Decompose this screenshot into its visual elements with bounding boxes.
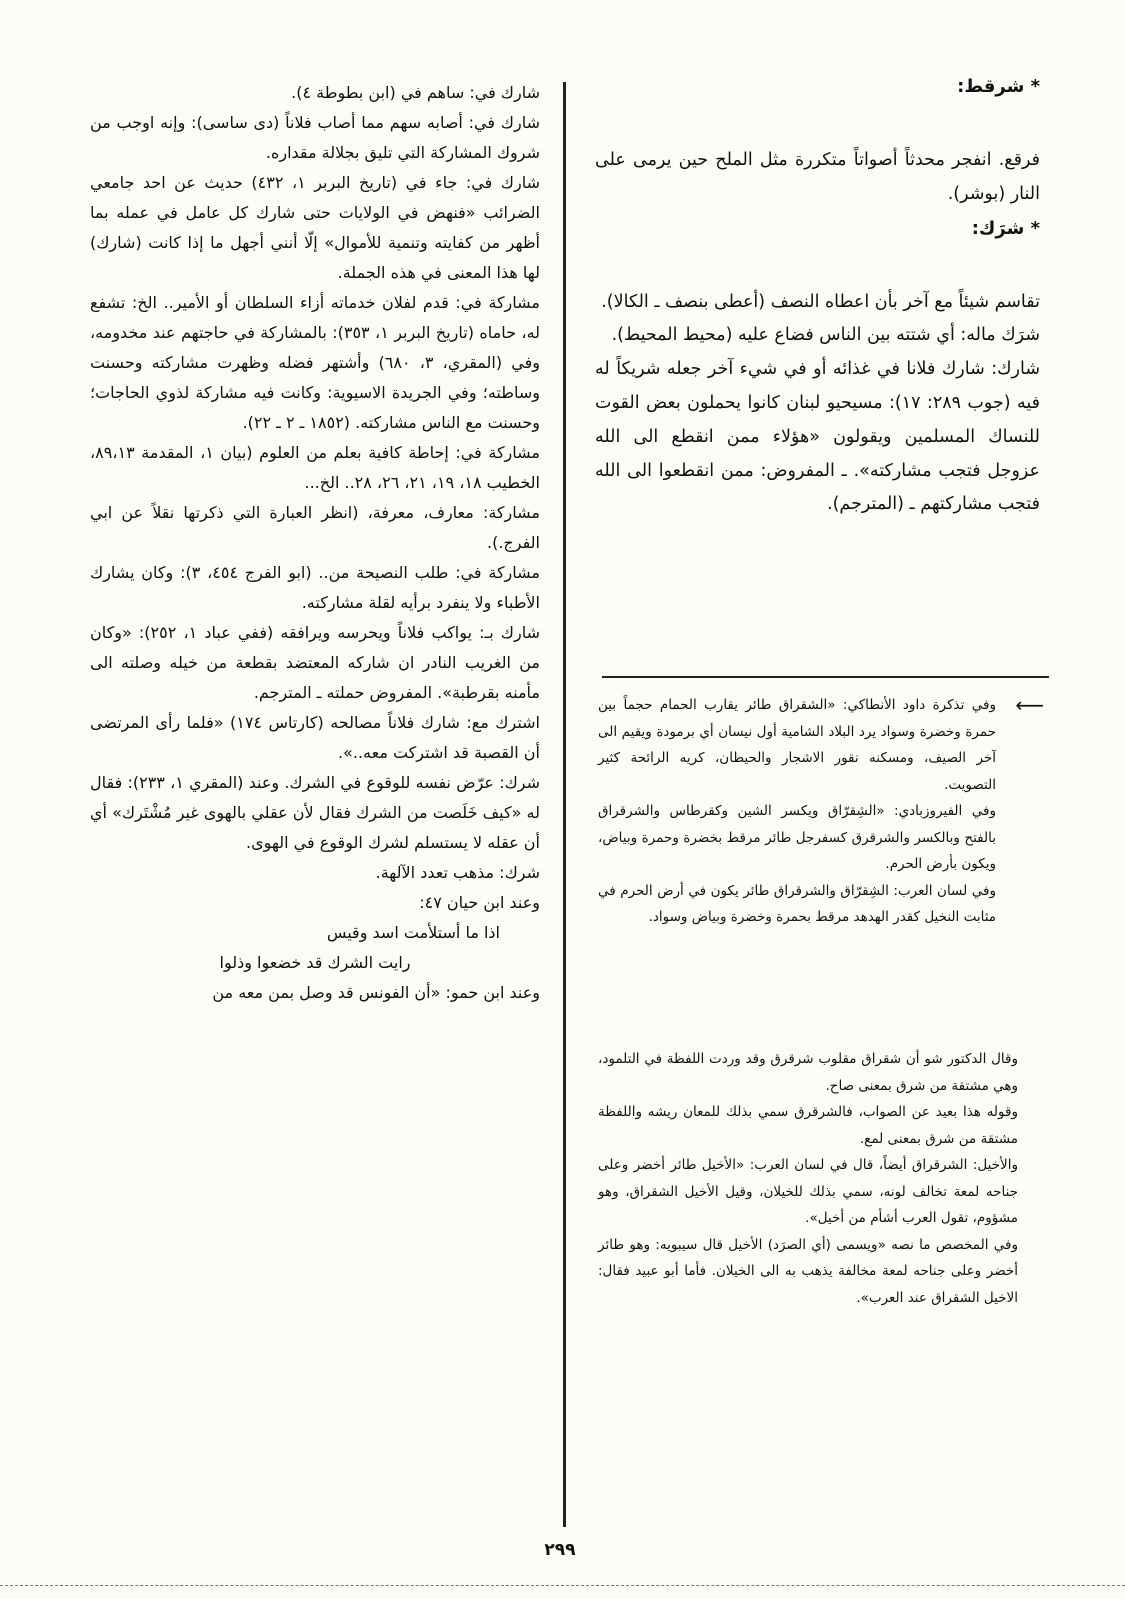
left-column (90, 78, 540, 1008)
entry-heading-sharqat: * شرقط: (957, 76, 1040, 97)
footnote-paragraph: وقال الدكتور شو أن شقراق مقلوب شرقرق وقد وردت اللفظة في التلمود، وهي مشتقة من شرق بمعنى صاح. (598, 1051, 1018, 1094)
paragraph: اشترك مع: شارك فلاناً مصالحه (كارتاس ١٧٤) «فلما رأى المرتضى أن القصبة قد اشتركت معه..». (90, 713, 541, 762)
paragraph: شارك بـ: يواكب فلاناً ويحرسه ويرافقه (ففي عباد ١، ٢٥٢): «وكان من الغريب النادر ان شاركه المعتضد بقطعة من خيله وصلته الى مأمنه بقرطبة». المفروض حملته ـ المترجم. (90, 623, 541, 702)
paragraph: مشاركة في: إحاطة كافية بعلم من العلوم (بيان ١، المقدمة ٨٩،١٣، الخطيب ١٨، ١٩، ٢١، ٢٦، ٢٨.. الخ... (90, 443, 540, 492)
verse-line: اذا ما أستلأمت اسد وقيس (326, 923, 500, 942)
page-number: ٢٩٩ (544, 1540, 576, 1560)
paragraph: مشاركة في: طلب النصيحة من.. (ابو الفرج ٤٥٤، ٣): وكان يشارك الأطباء ولا ينفرد برأيه لقلة مشاركته. (90, 563, 541, 612)
paragraph: مشاركة: معارف، معرفة، (انظر العبارة التي ذكرتها نقلاً عن ابي الفرج.). (90, 503, 540, 552)
paragraph: شرك: مذهب تعدد الآلهة. (375, 863, 540, 882)
paragraph: شارك في: جاء في (تاريخ البربر ١، ٤٣٢) حديث عن احد جامعي الضرائب «فنهض في الولايات حتى شارك كل عامل في عمله بما أظهر من كفايته وتنمية للأموال» إلّا أنني أجهل ما إذا كانت (شارك) لها هذا المعنى في هذه الجملة. (90, 173, 541, 282)
paragraph: تقاسم شيئاً مع آخر بأن اعطاه النصف (أعطى بنصف ـ الكالا). (601, 291, 1040, 312)
entry-text-sharqat: فرقع. انفجر محدثاً أصواتاً متكررة مثل الملح حين يرمى على النار (بوشر). (595, 150, 1040, 204)
bottom-rule (0, 1585, 1125, 1587)
paragraph: شارك: شارك فلانا في غذائه أو في شيء آخر جعله شريكاً له فيه (جوب ٢٨٩: ١٧): مسيحيو لبنان كانوا يحملون بعض القوت للنساك المسلمين ويقولون «هؤلاء ممن انقطع الى الله عزوجل فتجب مشاركته». ـ المفروض: ممن انقطعوا الى الله فتجب مشاركتهم ـ (المترجم). (595, 359, 1040, 515)
paragraph: شرَك ماله: أي شتته بين الناس فضاع عليه (محيط المحيط). (611, 325, 1040, 346)
verse-line: رايت الشرك قد خضعوا وذلوا (219, 953, 411, 972)
column-divider (563, 82, 566, 1527)
footnote-paragraph: وفي المخصص ما نصه «ويسمى (أي الصرَد) الأخيل قال سيبويه: وهو طائر أخضر وعلى جناحه لمعة مخالفة يذهب به الى الخيلان. فأما أبو عبيد فقال: الاخيل الشقراق عند العرب». (598, 1236, 1018, 1306)
footnote-paragraph: وفي لسان العرب: الشِقرّاق والشرقراق طائر يكون في أرض الحرم في مثابت النخيل كقدر الهدهد مرقط بحمرة وخضرة وبياض وسواد. (598, 882, 996, 925)
paragraph: مشاركة في: قدم لفلان خدماته أزاء السلطان أو الأمير.. الخ: تشفع له، حاماه (تاريخ البربر ١، ٣٥٣): بالمشاركة في حاجتهم عند مخدومه، وفي (المقري، ٣، ٦٨٠) وأشتهر فضله وظهرت مشاركته وحسنت وساطته؛ وفي الجريدة الاسيوية: وكانت فيه مشاركة لذوي الحاجات؛ وحسنت مع الناس مشاركته. (١٨٥٢ ـ ٢ ـ ٢٢). (90, 293, 541, 432)
paragraph: شارك في: أصابه سهم مما أصاب فلاناً (دى ساسى): وإنه اوجب من شروك المشاركة التي تليق بجلالة مقداره. (90, 113, 540, 162)
paragraph: وعند ابن حيان ٤٧: (419, 893, 540, 912)
footnote-block (598, 692, 996, 931)
footnote-paragraph: وفي الفيروزبادي: «الشِقرّاق ويكسر الشين وكقرطاس والشرقراق بالفتح وبالكسر والشرقرق كسفرجل طائر مرقط بخضرة وحمرة وبياض، ويكون بأرض الحرم. (598, 803, 996, 872)
paragraph: شارك في: ساهم في (ابن بطوطة ٤). (291, 83, 540, 102)
arrow-icon: ⟵ (1015, 693, 1044, 717)
right-column (595, 70, 1040, 522)
footnote-paragraph: والأخيل: الشرقراق أيضاً، قال في لسان العرب: «الأخيل طائر أخضر وعلى جناحه لمعة تخالف لونه، سمي بذلك للخيلان، وقيل الأخيل الشقراق، وهو مشؤوم، تقول العرب أشأم من أخيل». (598, 1157, 1018, 1226)
footnote-rule (602, 676, 1049, 678)
paragraph: وعند ابن حمو: «أن الفونس قد وصل بمن معه من (212, 983, 540, 1002)
entry-heading-sharak: * شرَك: (971, 217, 1040, 239)
footnote-paragraph: وفي تذكرة داود الأنطاكي: «الشقراق طائر يقارب الحمام حجماً بين حمرة وخضرة وسواد يرد البلاد الشامية أول نيسان أي برمودة ويقيم الى آخر الصيف، ومسكنه نقور الاشجار والحيطان، كريه الرائحة كثير التصويت. (598, 697, 996, 793)
footnote-paragraph: وقوله هذا بعيد عن الصواب، فالشرقرق سمي بذلك للمعان ريشه واللفظة مشتقة من شرق بمعنى لمع. (598, 1104, 1018, 1147)
paragraph: شرك: عرّض نفسه للوقوع في الشرك. وعند (المقري ١، ٢٣٣): فقال له «كيف خَلَصت من الشرك فقال لأن عقلي بالهوى غير مُشْتَرك» أي أن عقله لا يستسلم لشرك الوقوع في الهوى. (90, 773, 541, 852)
footnote-block-2 (598, 1046, 1018, 1311)
